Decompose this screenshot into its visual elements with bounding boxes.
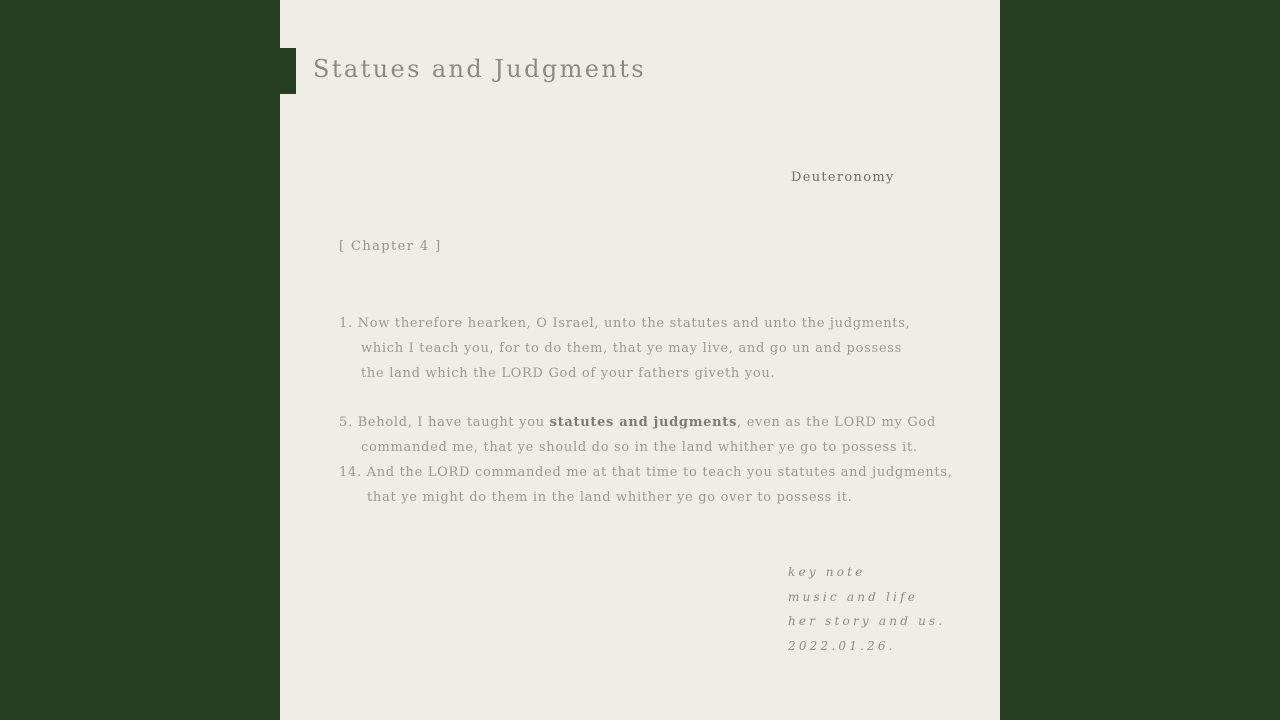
verse-1-line-3: the land which the LORD God of your fathers giveth you. [361,365,776,381]
verse-5-line-1-post: , even as the LORD my God [737,415,936,431]
signature-line-3: her story and us. [788,614,946,629]
verse-5-highlight: statutes and judgments [549,415,738,431]
verse-5-line-1-pre: 5. Behold, I have taught you [339,415,550,431]
verse-1-line-2: which I teach you, for to do them, that ye may live, and go un and possess [361,340,902,356]
album-cover-page [280,0,1000,720]
book-name: Deuteronomy [791,170,895,185]
handwritten-signature [788,560,945,658]
verse-5-line-1 [339,411,953,436]
verse-1-line-1: 1. Now therefore hearken, O Israel, unto the statutes and unto the judgments, [339,316,911,331]
verse-14-line-1: 14. And the LORD commanded me at that time to teach you statutes and judgments, [339,464,953,480]
verse-spacer [339,386,953,411]
title-marker-bar [280,48,296,94]
verse-14-line-2: that ye might do them in the land whither ye go over to possess it. [367,489,853,505]
page-title: Statues and Judgments [313,55,646,83]
chapter-label: [ Chapter 4 ] [339,239,442,254]
signature-line-2: music and life [788,589,919,604]
verse-5-line-2: commanded me, that ye should do so in the land whither ye go to possess it. [361,439,918,455]
signature-date: 2022.01.26. [788,638,896,653]
verses-block [339,312,953,510]
signature-line-1: key note [788,565,866,579]
